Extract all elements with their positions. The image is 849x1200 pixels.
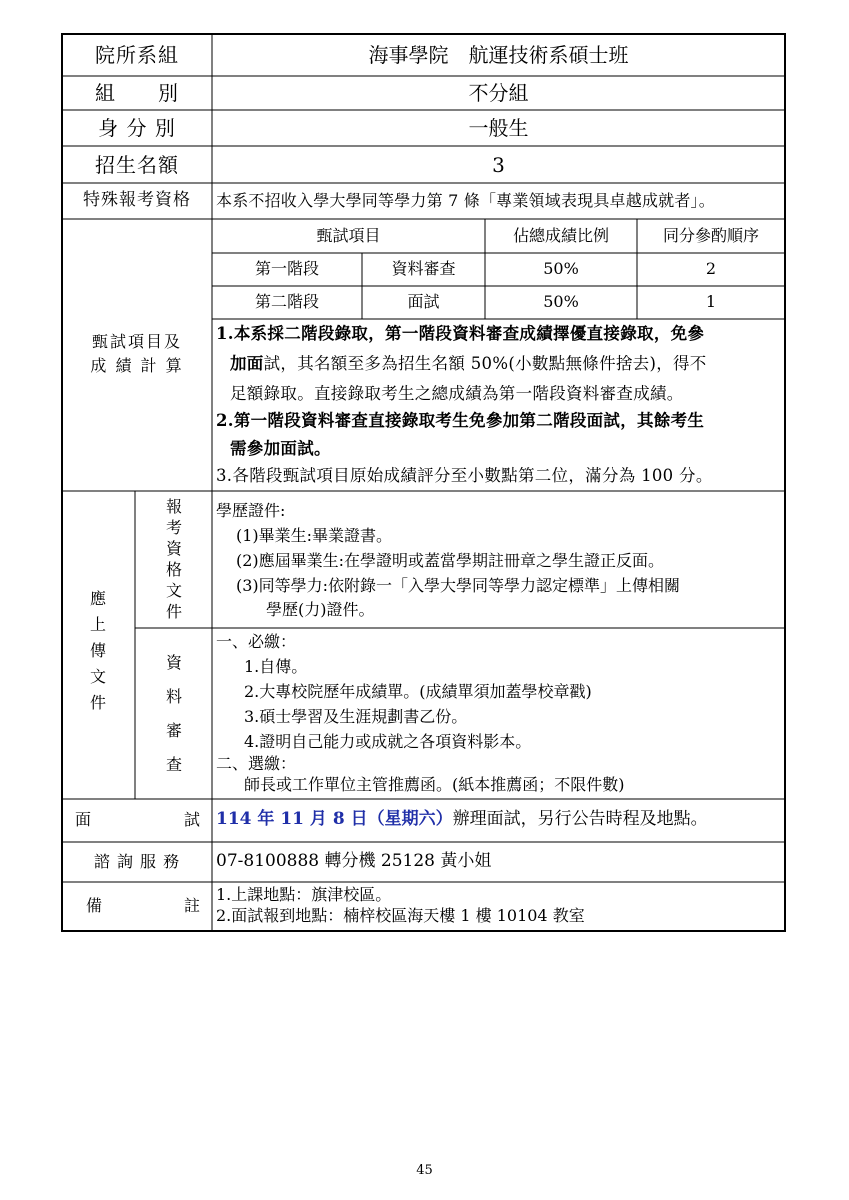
interview-label-right: 試: [184, 810, 201, 829]
exam-note-1-rest: 試，其名額至多為招生名額 50%(小數點無條件捨去)，得不: [263, 354, 707, 373]
stage-2-item: 面試: [407, 292, 440, 311]
qualification-docs-label: 報 考 資 格 文 件: [165, 497, 182, 621]
group-label: 組 別: [95, 81, 179, 105]
exam-section-label-1: 甄試項目及: [91, 332, 182, 351]
contact-label: 諮 詢 服 務: [93, 852, 181, 871]
review-item-2: 2.大專校院歷年成績單。(成績單須加蓋學校章戳): [244, 682, 592, 701]
remarks-label-right: 註: [184, 896, 201, 915]
page-number: 45: [416, 1163, 433, 1178]
qualification-item-3: (3)同等學力:依附錄一「入學大學同等學力認定標準」上傳相關: [236, 576, 681, 595]
exam-note-2-line-2: 需參加面試。: [230, 439, 331, 458]
identity-value: 一般生: [468, 116, 529, 140]
qualification-item-2: (2)應屆畢業生:在學證明或蓋當學期註冊章之學生證正反面。: [236, 551, 665, 570]
review-item-3: 3.碩士學習及生涯規劃書乙份。: [244, 707, 468, 726]
review-optional-title: 二、選繳：: [216, 754, 297, 773]
qualification-item-3-cont: 學歷(力)證件。: [266, 600, 375, 619]
review-item-4: 4.證明自己能力或成就之各項資料影本。: [244, 732, 532, 751]
review-item-1: 1.自傳。: [244, 657, 308, 676]
identity-label: 身 分 別: [98, 116, 176, 140]
exam-note-1-bold-part: 加面: [230, 354, 264, 373]
quota-value: 3: [492, 153, 505, 177]
review-docs-label: 資 料 審 查: [165, 653, 182, 774]
quota-label: 招生名額: [95, 153, 179, 177]
stage-1-ratio: 50%: [543, 259, 579, 278]
stage-1-name: 第一階段: [254, 259, 319, 278]
exam-note-1-line-3: 足額錄取。直接錄取考生之總成績為第一階段資料審查成績。: [230, 384, 684, 403]
exam-note-1-line-1: 1.本系採二階段錄取，第一階段資料審查成績擇優直接錄取，免參: [216, 324, 705, 343]
qualification-item-1: (1)畢業生:畢業證書。: [236, 526, 393, 545]
exam-note-3: 3.各階段甄試項目原始成績評分至小數點第二位，滿分為 100 分。: [216, 466, 713, 485]
remarks-line-1: 1.上課地點：旗津校區。: [216, 885, 392, 904]
department-label: 院所系組: [95, 43, 179, 67]
special-qualification-value: 本系不招收入學大學同等學力第 7 條「專業領域表現具卓越成就者」。: [216, 191, 715, 210]
exam-section-label-2: 成 績 計 算: [90, 356, 184, 375]
interview-text: 辦理面試，另行公告時程及地點。: [452, 809, 708, 829]
stage-2-order: 1: [705, 292, 717, 311]
stage-2-name: 第二階段: [254, 292, 319, 311]
interview-value: [216, 811, 708, 828]
exam-header-tiebreak: 同分參酌順序: [662, 226, 759, 245]
interview-label-left: 面: [75, 810, 92, 829]
exam-note-2-line-1: 2.第一階段資料審查直接錄取考生免參加第二階段面試，其餘考生: [216, 411, 705, 430]
exam-header-ratio: 佔總成績比例: [512, 226, 609, 245]
special-qualification-label: 特殊報考資格: [83, 190, 191, 210]
qualification-title: 學歷證件:: [216, 501, 286, 520]
review-optional-item: 師長或工作單位主管推薦函。(紙本推薦函；不限件數): [244, 775, 625, 794]
exam-note-1-line-2: [230, 356, 707, 373]
group-value: 不分組: [468, 81, 529, 105]
remarks-line-2: 2.面試報到地點：楠梓校區海天樓 1 樓 10104 教室: [216, 906, 585, 925]
stage-1-order: 2: [705, 259, 717, 278]
stage-2-ratio: 50%: [543, 292, 579, 311]
review-required-title: 一、必繳：: [216, 632, 297, 651]
interview-date: 114 年 11 月 8 日（星期六）: [216, 809, 453, 829]
department-value: 海事學院 航運技術系碩士班: [368, 43, 629, 67]
exam-header-item: 甄試項目: [316, 226, 381, 245]
stage-1-item: 資料審查: [391, 259, 456, 278]
remarks-label-left: 備: [86, 896, 103, 915]
upload-section-label: 應 上 傳 文 件: [89, 589, 106, 712]
contact-value: 07-8100888 轉分機 25128 黃小姐: [216, 851, 492, 871]
